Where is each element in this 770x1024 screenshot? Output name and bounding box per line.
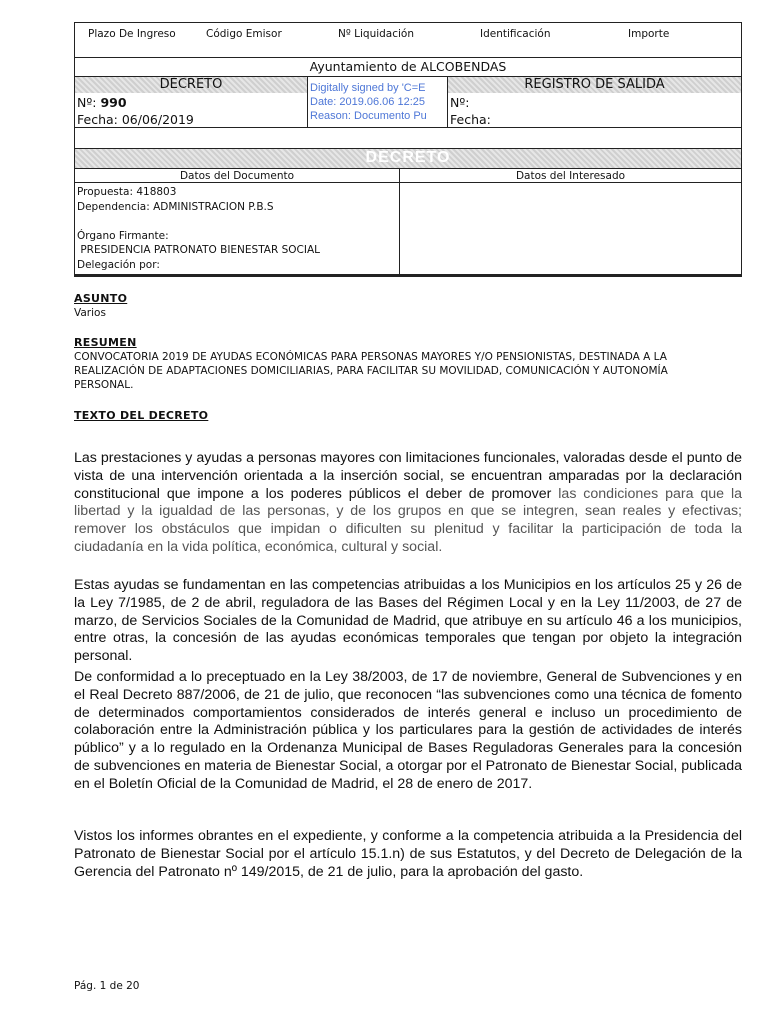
decreto-heading: DECRETO [159,77,223,92]
paragraph-3: De conformidad a lo preceptuado en la Ley 38/2003, de 17 de noviembre, General de Subvenciones y en el Real Decreto 887/2006, de 21 de julio, que reconocen “las subvenciones como una técnica de fomento de determinados comportamientos considerados de interés general e incluso un procedimiento de colaboración entre la Administración pública y los particulares para la gestión de actividades de interés público” y a lo regulado en la Ordenanza Municipal de Bases Reguladoras Generales para la concesión de subvenciones en materia de Bienestar Social, a otorgar por el Patronato de Bienestar Social, publicada en el Boletín Oficial de la Comunidad de Madrid, el 28 de enero de 2017. [74,669,743,792]
resumen-label: RESUMEN [74,336,137,349]
delegacion: Delegación por: [77,259,160,271]
field-codigo-emisor: Código Emisor [206,28,282,40]
asunto-value: Varios [74,307,106,319]
organo-label: Órgano Firmante: [77,230,169,242]
resumen-text: CONVOCATORIA 2019 DE AYUDAS ECONÓMICAS PARA PERSONAS MAYORES Y/O PENSIONISTAS, DESTINADA A LA REALIZACIÓN DE ADAPTACIONES DOMICILIARIAS, PARA FACILITAR SU MOVILIDAD, COMUNICACIÓN Y AUTONOMÍA PERSONAL. [74,351,668,391]
field-identificacion: Identificación [480,28,551,40]
page-number: Pág. 1 de 20 [74,980,140,992]
registro-heading: REGISTRO DE SALIDA [524,77,665,92]
decreto-banner-text: DECRETO [365,149,451,166]
ayuntamiento-title: Ayuntamiento de ALCOBENDAS [309,59,507,74]
registro-date: Fecha: [450,112,491,127]
texto-label: TEXTO DEL DECRETO [74,409,209,422]
field-plazo: Plazo De Ingreso [88,28,176,40]
paragraph-1: Las prestaciones y ayudas a personas mayores con limitaciones funcionales, valoradas desde el punto de vista de una intervención orientada a la inserción social, se encuentran amparadas por la declaración constitucional que impone a los poderes públicos el deber de promover las condiciones para que la libertad y la igualdad de las personas, y de los grupos en que se integren, sean reales y efectivas; remover los obstáculos que impidan o dificulten su plenitud y facilitar la participación de toda la ciudadanía en la vida política, económica, cultural y social. [74,450,742,555]
datos-documento-label: Datos del Documento [179,170,295,182]
propuesta: Propuesta: 418803 [77,186,177,198]
dependencia: Dependencia: ADMINISTRACION P.B.S [77,201,274,213]
registro-number: Nº: [450,95,470,110]
signature-line-2: Date: 2019.06.06 12:25 [310,96,425,108]
signature-box [307,76,448,128]
asunto-label: ASUNTO [74,292,128,305]
datos-interesado-box [399,182,742,275]
decreto-date: Fecha: 06/06/2019 [77,112,194,127]
field-liquidacion: Nº Liquidación [338,28,415,40]
datos-interesado-label: Datos del Interesado [515,170,626,182]
signature-line-3: Reason: Documento Pu [310,110,427,122]
field-importe: Importe [628,28,670,40]
decreto-number: Nº: 990 [77,95,127,110]
organo-firmante: PRESIDENCIA PATRONATO BIENESTAR SOCIAL [77,244,321,256]
paragraph-4: Vistos los informes obrantes en el expediente, y conforme a la competencia atribuida a la Presidencia del Patronato de Bienestar Social por el artículo 15.1.n) de sus Estatutos, y del Decreto de Delegación de la Gerencia del Patronato nº 149/2015, de 21 de julio, para la aprobación del gasto. [74,828,742,880]
signature-line-1: Digitally signed by 'C=E [310,82,426,94]
paragraph-2: Estas ayudas se fundamentan en las competencias atribuidas a los Municipios en los artículos 25 y 26 de la Ley 7/1985, de 2 de abril, reguladora de las Bases del Régimen Local y en la Ley 11/2003, de 27 de marzo, de Servicios Sociales de la Comunidad de Madrid, que atribuye en su artículo 46 a los municipios, entre otras, la concesión de las ayudas económicas temporales que tengan por objeto la integración personal. [74,577,742,665]
